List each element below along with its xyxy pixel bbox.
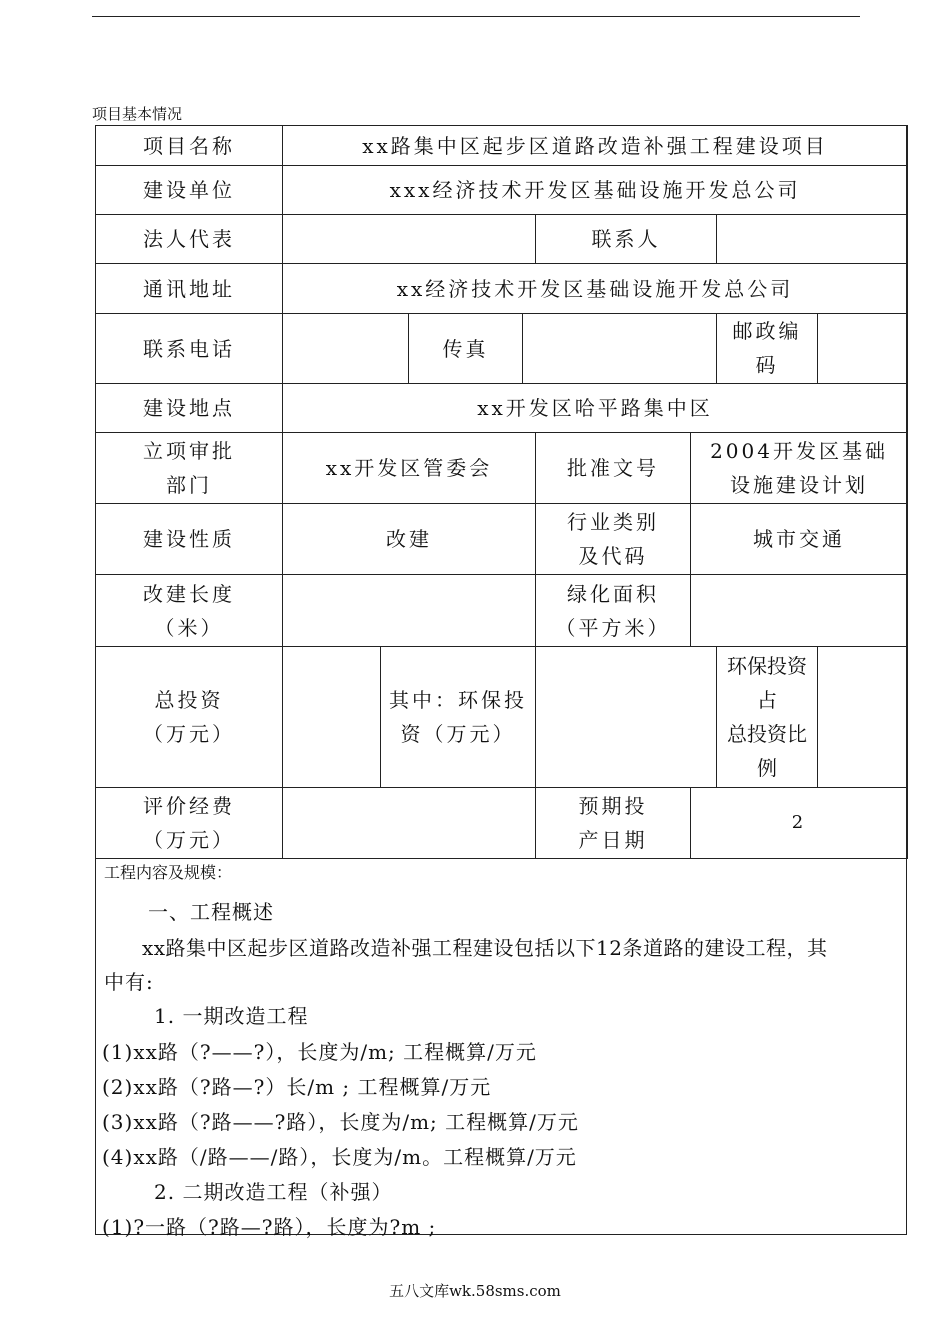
postcode-label-line2: 码: [755, 353, 779, 377]
expected-date-label: [536, 788, 691, 859]
phase2-heading: 2. 二期改造工程（补强）: [154, 1180, 393, 1204]
industry-value: 城市交通: [691, 504, 908, 575]
length-value: [283, 575, 536, 647]
total-investment-value: [283, 647, 381, 788]
env-ratio-label-line1: 环保投资: [727, 654, 807, 678]
eval-fee-label: [96, 788, 283, 859]
approval-no-label: 批准文号: [536, 433, 691, 504]
postcode-label: [717, 314, 818, 384]
length-label-line2: （米）: [154, 615, 224, 640]
phase1-item-3: (3)xx路（?路——?路），长度为/m; 工程概算/万元: [102, 1110, 579, 1134]
postcode-value: [818, 314, 908, 384]
phase1-heading: 1. 一期改造工程: [154, 1004, 309, 1028]
address-value: xx经济技术开发区基础设施开发总公司: [283, 264, 908, 314]
site-value: xx开发区哈平路集中区: [283, 384, 908, 433]
expected-date-label-line2: 产日期: [578, 828, 648, 852]
approval-no-line1: 2004开发区基础: [710, 439, 888, 463]
approval-dept-label: [96, 433, 283, 504]
site-label: 建设地点: [96, 384, 283, 433]
section-overview: 一、工程概述: [148, 900, 274, 924]
eval-fee-value: [283, 788, 536, 859]
expected-date-value: 2: [691, 788, 908, 859]
fax-value: [523, 314, 717, 384]
address-label: 通讯地址: [96, 264, 283, 314]
builder-label: 建设单位: [96, 166, 283, 215]
overview-para-line2: 中有:: [104, 970, 154, 994]
phase1-item-4: (4)xx路（/路——/路），长度为/m。工程概算/万元: [102, 1145, 577, 1169]
env-ratio-value: [818, 647, 908, 788]
nature-label: 建设性质: [96, 504, 283, 575]
env-ratio-label-line4: 例: [757, 756, 777, 780]
approval-dept-label-line2: 部门: [166, 473, 212, 497]
length-label-line1: 改建长度: [143, 581, 235, 606]
green-area-label-line2: （平方米）: [555, 615, 671, 640]
project-info-table: [95, 125, 908, 859]
nature-value: 改建: [283, 504, 536, 575]
approval-no-line2: 设施建设计划: [730, 473, 869, 497]
env-ratio-label: [717, 647, 818, 788]
approval-dept-value: xx开发区管委会: [283, 433, 536, 504]
env-ratio-label-line2: 占: [757, 688, 777, 712]
contact-value: [717, 215, 908, 264]
phase1-item-1: (1)xx路（?——?），长度为/m; 工程概算/万元: [102, 1040, 537, 1064]
total-investment-label: [96, 647, 283, 788]
env-investment-label-line2: 资（万元）: [400, 722, 516, 746]
overview-para-line1: xx路集中区起步区道路改造补强工程建设包括以下12条道路的建设工程，其: [142, 936, 828, 960]
phone-value: [283, 314, 409, 384]
env-investment-value: [536, 647, 717, 788]
phone-label: 联系电话: [96, 314, 283, 384]
industry-label-line1: 行业类别: [567, 510, 659, 534]
phase2-item-1: (1)?一路（?路—?路），长度为?m ;: [102, 1215, 437, 1239]
legal-rep-value: [283, 215, 536, 264]
approval-dept-label-line1: 立项审批: [143, 439, 235, 463]
industry-label: [536, 504, 691, 575]
env-investment-label: [381, 647, 536, 788]
header-rule: [92, 16, 860, 17]
expected-date-label-line1: 预期投: [578, 794, 648, 818]
industry-label-line2: 及代码: [578, 544, 648, 568]
total-investment-label-line2: （万元）: [143, 722, 235, 746]
env-investment-label-line1: 其中：环保投: [389, 688, 527, 712]
section-caption: 项目基本情况: [92, 105, 183, 123]
eval-fee-label-line1: 评价经费: [143, 794, 235, 818]
env-ratio-label-line3: 总投资比: [727, 722, 807, 746]
approval-no-value: [691, 433, 908, 504]
length-label: [96, 575, 283, 647]
eval-fee-label-line2: （万元）: [143, 828, 235, 852]
project-name-value: xx路集中区起步区道路改造补强工程建设项目: [283, 126, 908, 166]
fax-label: 传真: [409, 314, 523, 384]
total-investment-label-line1: 总投资: [154, 688, 224, 712]
content-heading: 工程内容及规模：: [104, 863, 233, 882]
builder-value: xxx经济技术开发区基础设施开发总公司: [283, 166, 908, 215]
green-area-label-line1: 绿化面积: [567, 581, 659, 606]
project-name-label: 项目名称: [96, 126, 283, 166]
legal-rep-label: 法人代表: [96, 215, 283, 264]
phase1-item-2: (2)xx路（?路—?）长/m ; 工程概算/万元: [102, 1075, 492, 1099]
green-area-value: [691, 575, 908, 647]
footer-source: 五八文库wk.58sms.com: [389, 1282, 561, 1300]
contact-label: 联系人: [536, 215, 717, 264]
green-area-label: [536, 575, 691, 647]
postcode-label-line1: 邮政编: [732, 319, 802, 343]
